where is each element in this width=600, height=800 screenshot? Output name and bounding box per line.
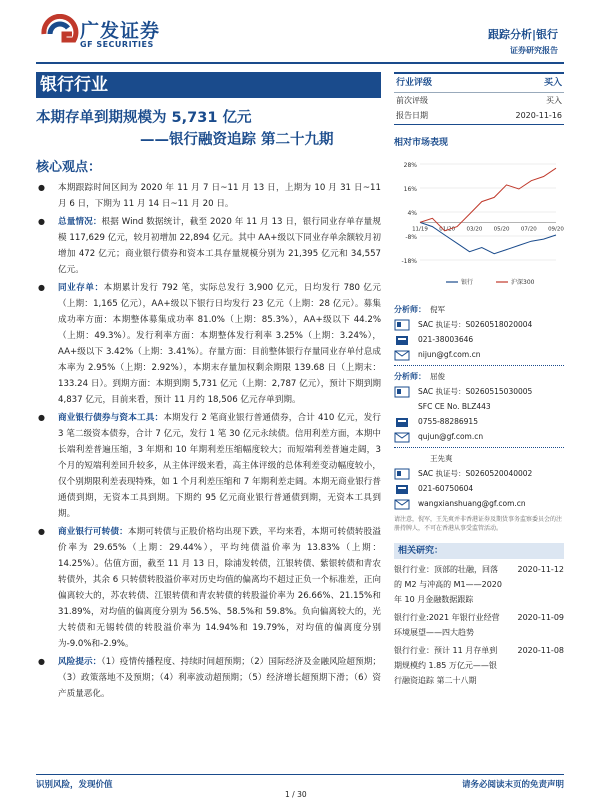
email-icon [394, 349, 410, 361]
analyst-name: 王先爽 [430, 454, 453, 463]
footer-disclaimer: 请务必阅读末页的免责声明 [461, 780, 564, 790]
prev-rating-value: 买入 [546, 96, 562, 105]
related-item[interactable]: 银行行业：预计 11 月存单到期规模约 1.85 万亿元——银行融资追踪 第二十八期 2020-11-08 [394, 643, 564, 688]
analyst-phone: 021-60750604 [418, 484, 474, 493]
analyst-sac: SAC 执证号：S0260515030005 [418, 387, 533, 396]
analyst-email[interactable]: wangxianshuang@gf.com.cn [418, 499, 526, 508]
relative-market-chart [394, 152, 564, 302]
y-tick-label: -18% [401, 258, 417, 265]
analyst-email[interactable]: qujun@gf.com.cn [418, 432, 484, 441]
report-date-label: 报告日期 [396, 111, 428, 120]
related-date: 2020-11-12 [517, 565, 564, 574]
x-tick-label: 01/20 [439, 226, 456, 233]
disclaimer-note: 请注意，倪军，王先爽并非香港证券及期货事务监察委员会的注册持牌人，不可在香港从事受监管活动。 [394, 516, 563, 532]
bullet-item: ● 同业存单：本期累计发行 792 笔，实际总发行 3,900 亿元，日均发行 780 亿元（上期：1,165 亿元），AA+级以下银行日均发行 23 亿元（上期：28 亿元）。募集成功率方面：本期整体募集成功率 81.0%（上期：85.3%），AA+级以下 44.2%（上期：49.3%）。发行利率方面：本期整体发行利率 3.25%（上期：3.24%），AA+级以下 3.42%（上期：3.41%）。存量方面：目前整体银行存量同业存单付息成本率为 2.95%（上期：2.92%），本期末存量加权剩余期限 139.68 日（上期末：133.24 日）。到期方面：本期到期 5,731 亿元（上期：2,787 亿元），预计下期到期 4,837 亿元，目前来看，预计 11 月约 18,506 亿元存单到期。 [36, 280, 381, 408]
id-card-icon [394, 319, 410, 331]
related-title: 相关研究： [394, 543, 564, 559]
report-type: 证券研究报告 [510, 46, 558, 55]
logo-text-cn: 广发证券 [80, 20, 161, 42]
id-card-icon [394, 468, 410, 480]
email-icon [394, 498, 410, 510]
email-icon [394, 431, 410, 443]
industry-banner: 银行行业 [36, 72, 381, 98]
bullet-item: ● 商业银行可转债：本期可转债与正股价格均出现下跌，平均来看，本期可转债转股溢价率为 29.65%（上期：29.44%），平均纯债溢价率为 13.83%（上期：14.25%）。估值方面，截至 11 月 13 日，除浦发转债，江银转债、紫银转债和青农转债外，其余 6 只转债转股溢价率对历史均值的偏离均不超过正负一个标准差，正向偏离较大的，苏农转债、江银转债和青农转债的转股溢价率为 26.66%、21.15%和 31.89%，对均值的偏离度分别为 56.5%、58.5%和 59.8%。负向偏离较大的，光大转债和无锡转债的转股溢价率为 14.94%和 19.79%，对均值的偏离度分别为-9.0%和-2.9%。 [36, 524, 381, 652]
report-date-value: 2020-11-16 [515, 111, 562, 120]
footer-slogan: 识别风险，发现价值 [36, 780, 113, 790]
report-category: 跟踪分析|银行 [487, 28, 558, 41]
page-number: 1 / 30 [285, 790, 307, 799]
related-date: 2020-11-08 [517, 646, 564, 655]
page-header [0, 0, 600, 64]
related-item[interactable]: 银行行业:2021 年银行业经营环境展望——四大趋势 2020-11-09 [394, 610, 564, 640]
x-tick-label: 05/20 [493, 226, 510, 233]
bullet-item: ● 总量情况：根据 Wind 数据统计，截至 2020 年 11 月 13 日，银行同业存单存量规模 117,629 亿元，较月初增加 22,894 亿元。其中 AA+级以下同业存单余额较月初增加 472 亿元；商业银行债券和资本工具存量规模分别为 21,395 亿元和 34,557 亿元。 [36, 214, 381, 278]
chart-svg [394, 152, 564, 302]
y-tick-label: 28% [403, 162, 417, 169]
legend-label: 银行 [461, 279, 474, 286]
analyst-email[interactable]: nijun@gf.com.cn [418, 350, 481, 359]
phone-icon [394, 416, 410, 428]
analyst-name: 倪军 [430, 305, 445, 314]
legend-label: 沪深300 [511, 279, 535, 286]
prev-rating-label: 前次评级 [396, 96, 428, 105]
market-title: 相对市场表现 [394, 138, 449, 148]
id-card-icon [394, 386, 410, 398]
analyst-label: 分析师： [394, 372, 426, 381]
rating-box [394, 72, 564, 125]
phone-icon [394, 334, 410, 346]
core-views-title: 核心观点： [36, 160, 102, 175]
y-tick-label: 16% [403, 186, 417, 193]
analyst-sfc: SFC CE No. BLZ443 [418, 402, 491, 411]
analyst-label: 分析师： [394, 305, 426, 314]
bullet-item: ● 本期跟踪时间区间为 2020 年 11 月 7 日~11 月 13 日，上期为 10 月 31 日~11 月 6 日，下期为 11 月 14 日~11 月 20 日。 [36, 180, 381, 212]
rating-label: 行业评级 [396, 78, 433, 88]
analyst-sac: SAC 执证号：S0260520040002 [418, 469, 533, 478]
x-tick-label: 07/20 [520, 226, 537, 233]
bullet-item: ● 风险提示：（1）疫情传播程度、持续时间超预期；（2）国际经济及金融风险超预期；（3）政策落地不及预期；（4）利率波动超预期；（5）经济增长超预期下滑；（6）资产质量恶化。 [36, 654, 381, 702]
related-item[interactable]: 银行行业：顶部的壮融，回落的 M2 与冲高的 M1——2020 年 10 月金融数据跟踪 2020-11-12 [394, 562, 564, 607]
x-tick-label: 11/19 [412, 226, 428, 233]
analyst-phone: 021-38003646 [418, 335, 474, 344]
x-tick-label: 09/20 [548, 226, 564, 233]
analyst-phone: 0755-88286915 [418, 417, 478, 426]
analyst-block [394, 302, 564, 511]
bullet-item: ● 商业银行债券与资本工具：本期发行 2 笔商业银行普通债券，合计 410 亿元，发行 3 笔二级资本债券，合计 7 亿元，发行 1 笔 30 亿元永续债。信用利差方面，本期中长端利差普遍压缩，3 年期和 10 年期利差压缩幅度较大；而短端利差普遍走阔，3 个月的短端利差回升较多，从主体评级来看，高主体评级的总体利差变动幅度较小，仅个别期限利差表现特殊，如 1 个月利差压缩和 7 年期利差走阔。本期无商业银行普通债到期，无资本工具到期。下期约 95 亿元商业银行普通债到期，无资本工具到期。 [36, 410, 381, 522]
header-divider [36, 62, 564, 64]
related-date: 2020-11-09 [517, 613, 564, 622]
x-tick-label: 03/20 [466, 226, 483, 233]
logo-text-en: GF SECURITIES [80, 40, 154, 49]
phone-icon [394, 483, 410, 495]
analyst-sac: SAC 执证号：S0260518020004 [418, 320, 533, 329]
report-title-line2: ——银行融资追踪 第二十九期 [140, 132, 334, 148]
analyst-name: 屈俊 [430, 372, 445, 381]
y-tick-label: 4% [407, 210, 417, 217]
footer-divider [36, 774, 564, 775]
rating-value: 买入 [543, 78, 562, 88]
sidebar [394, 72, 564, 688]
report-title-line1: 本期存单到期规模为 5,731 亿元 [36, 110, 252, 126]
related-research [394, 543, 564, 688]
series-line [420, 168, 556, 231]
y-tick-label: -8% [405, 234, 417, 241]
core-views [36, 180, 381, 704]
